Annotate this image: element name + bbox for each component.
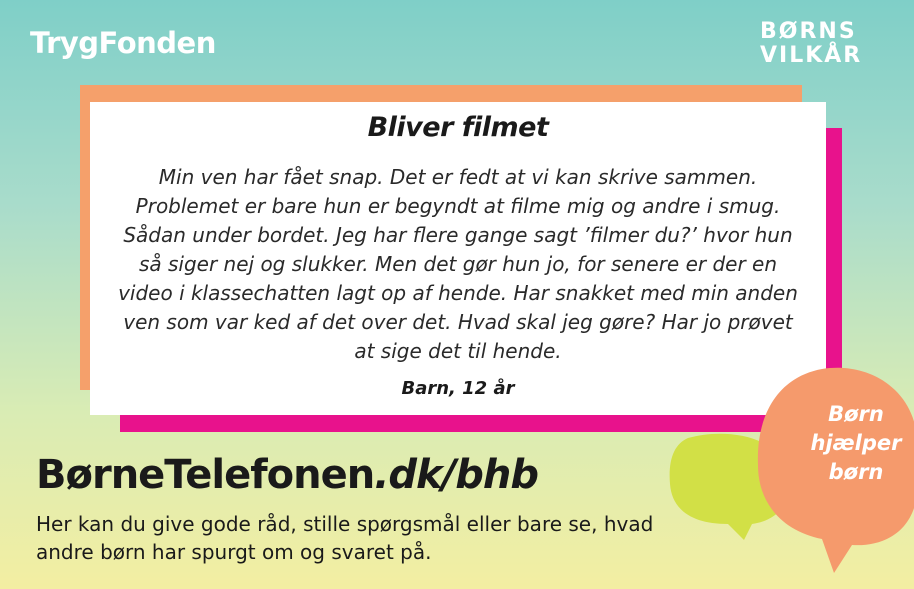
borns-vilkar-logo-line1: BØRNS [760,19,857,44]
bubble-line2: hjælper [810,431,902,455]
borns-vilkar-logo [760,20,880,68]
bubble-line3: børn [828,460,884,484]
site-suffix: .dk/bhb [374,452,538,498]
card-signature: Barn, 12 år [401,378,515,399]
site-name: BørneTelefonen [36,452,375,498]
tagline: Her kan du give gode råd, stille spørgsmål eller bare se, hvad andre børn har spurgt om og svaret på. [36,512,654,564]
card-body: Min ven har fået snap. Det er fedt at vi kan skrive sammen. Problemet er bare hun er begyndt at filme mig og andre i smug. Sådan under bordet. Jeg har flere gange sagt ’filmer du?’ hvor hun så siger nej og slukker. Men det gør hun jo, for senere er der en video i klassechatten lagt op af hende. Har snakket med min anden ven som var ked af det over det. Hvad skal jeg gøre? Har jo prøvet at sige det til hende. [118,165,798,363]
borns-vilkar-logo-line2: VILKÅR [760,43,863,68]
site-link[interactable] [36,452,538,498]
card-title: Bliver filmet [367,112,549,143]
bubble-text [800,400,912,487]
trygfonden-logo: TrygFonden [30,26,216,60]
letter-card [90,102,826,415]
bubble-line1: Børn [828,402,884,426]
